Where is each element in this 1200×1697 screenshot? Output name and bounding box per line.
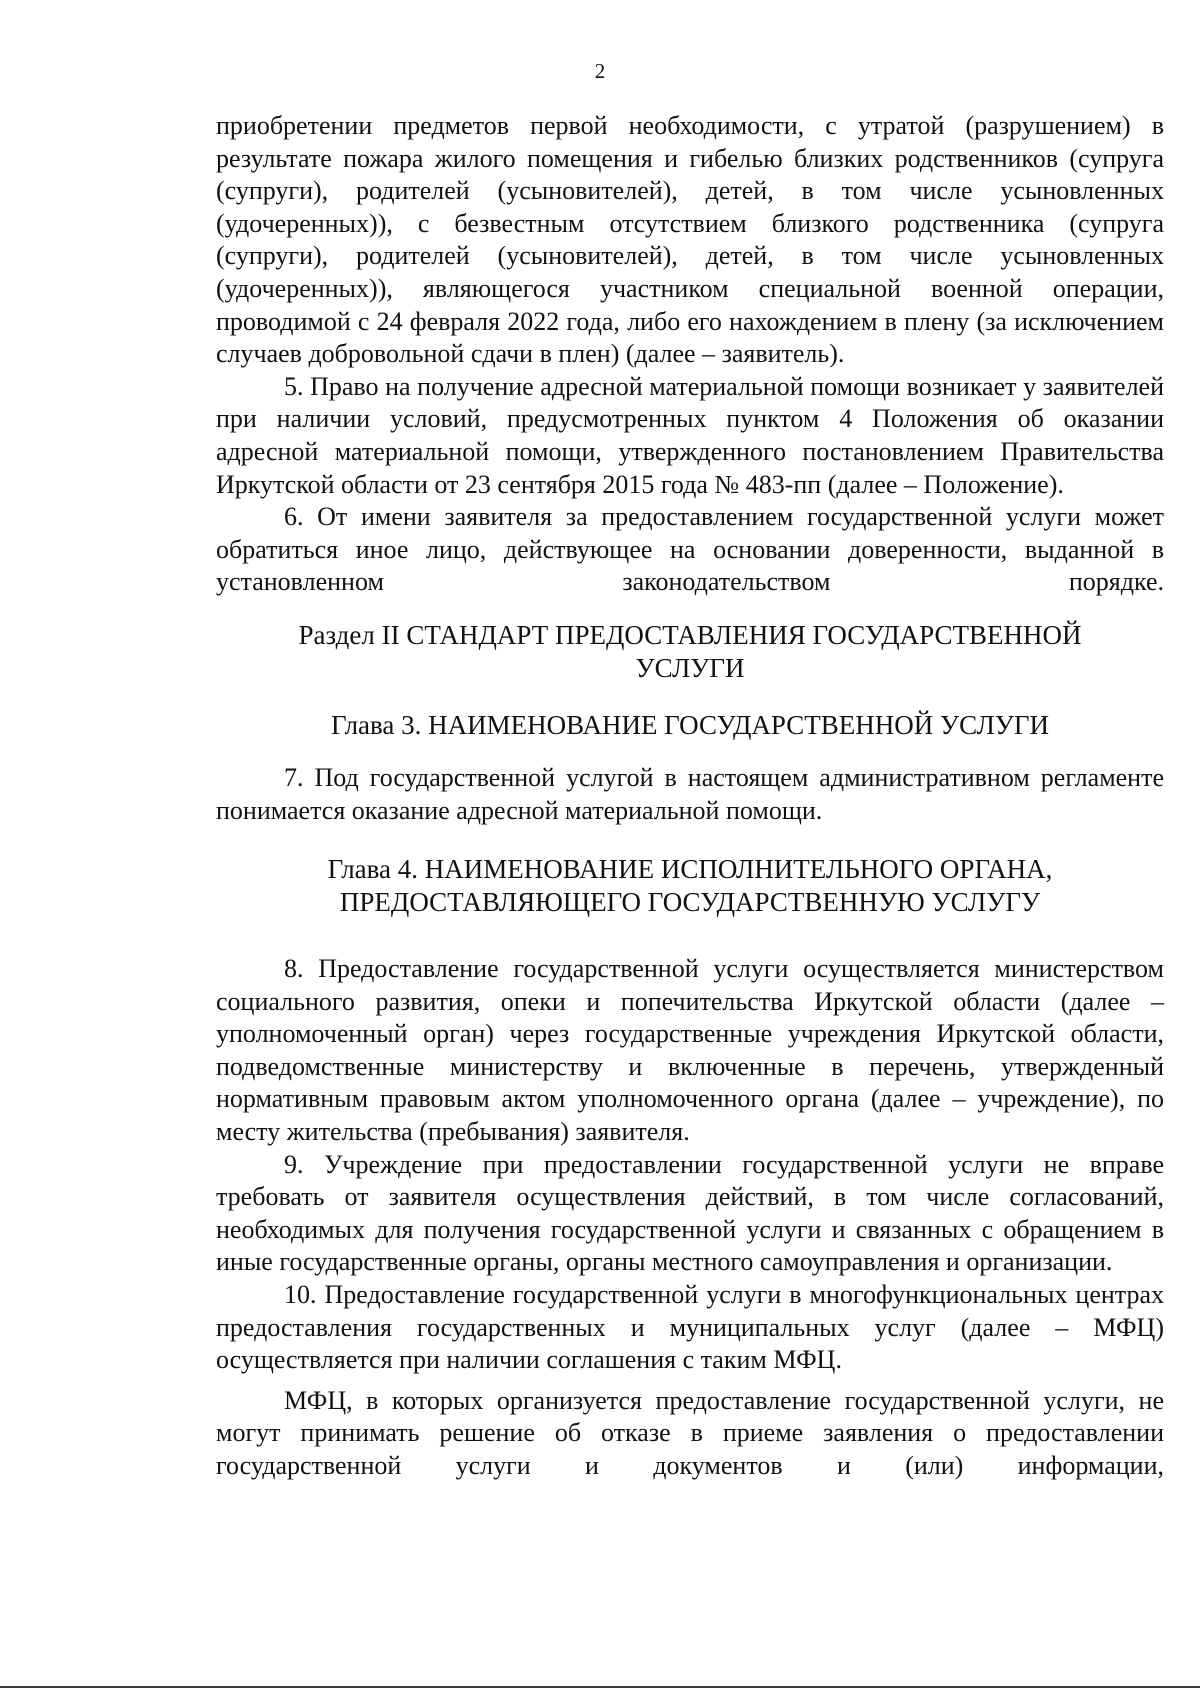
paragraph-continuation: приобретении предметов первой необходимости, с утратой (разрушением) в результате пожара жилого помещения и гибелью близких родственников (супруга (супруги), родителей (усыновителей), детей, в том числе усыновленных (удочеренных)), с безвестным отсутствием близкого родственника (супруга (супруги), родителей (усыновителей), детей, в том числе усыновленных (удочеренных)), являющегося участником специальной военной операции, проводимой с 24 февраля 2022 года, либо его нахождением в плену (за исключением случаев добровольной сдачи в плен) (далее – заявитель).	[216, 111, 1164, 369]
paragraph-9: 9. Учреждение при предоставлении государственной услуги не вправе требовать от заявителя осуществления действий, в том числе согласований, необходимых для получения государственной услуги и связанных с обращением в иные государственные органы, органы местного самоуправления и организации.	[216, 1149, 1164, 1277]
paragraph-mfc: МФЦ, в которых организуется предоставление государственной услуги, не могут принимать решение об отказе в приеме заявления о предоставлении государственной услуги и документов и (или) информации,	[216, 1385, 1164, 1480]
paragraph-8: 8. Предоставление государственной услуги осуществляется министерством социального развития, опеки и попечительства Иркутской области (далее – уполномоченный орган) через государственные учреждения Иркутской области, подведомственные министерству и включенные в перечень, утвержденный нормативным правовым актом уполномоченного органа (далее – учреждение), по месту жительства (пребывания) заявителя.	[216, 954, 1164, 1147]
bottom-scan-edge-line	[0, 1686, 1200, 1688]
paragraph-6: 6. От имени заявителя за предоставлением государственной услуги может обратиться иное лицо, действующее на основании доверенности, выданной в установленном законодательством порядке.	[216, 502, 1164, 597]
paragraph-5: 5. Право на получение адресной материальной помощи возникает у заявителей при наличии условий, предусмотренных пунктом 4 Положения об оказании адресной материальной помощи, утвержденного постановлением Правительства Иркутской области от 23 сентября 2015 года № 483-пп (далее – Положение).	[216, 371, 1164, 499]
paragraph-10: 10. Предоставление государственной услуги в многофункциональных центрах предоставления государственных и муниципальных услуг (далее – МФЦ) осуществляется при наличии соглашения с таким МФЦ.	[216, 1280, 1164, 1375]
chapter-4-heading-line-1: Глава 4. НАИМЕНОВАНИЕ ИСПОЛНИТЕЛЬНОГО ОРГАНА,	[327, 854, 1053, 885]
section-heading-line-1: Раздел II СТАНДАРТ ПРЕДОСТАВЛЕНИЯ ГОСУДАРСТВЕННОЙ	[298, 619, 1082, 650]
chapter-4-heading-line-2: ПРЕДОСТАВЛЯЮЩЕГО ГОСУДАРСТВЕННУЮ УСЛУГУ	[339, 887, 1041, 918]
paragraph-7: 7. Под государственной услугой в настоящем административном регламенте понимается оказание адресной материальной помощи.	[216, 762, 1164, 825]
section-heading-line-2: УСЛУГИ	[635, 652, 745, 683]
chapter-3-heading: Глава 3. НАИМЕНОВАНИЕ ГОСУДАРСТВЕННОЙ УСЛУГИ	[330, 709, 1049, 740]
page-number: 2	[594, 59, 606, 83]
document-body	[216, 110, 1164, 1483]
